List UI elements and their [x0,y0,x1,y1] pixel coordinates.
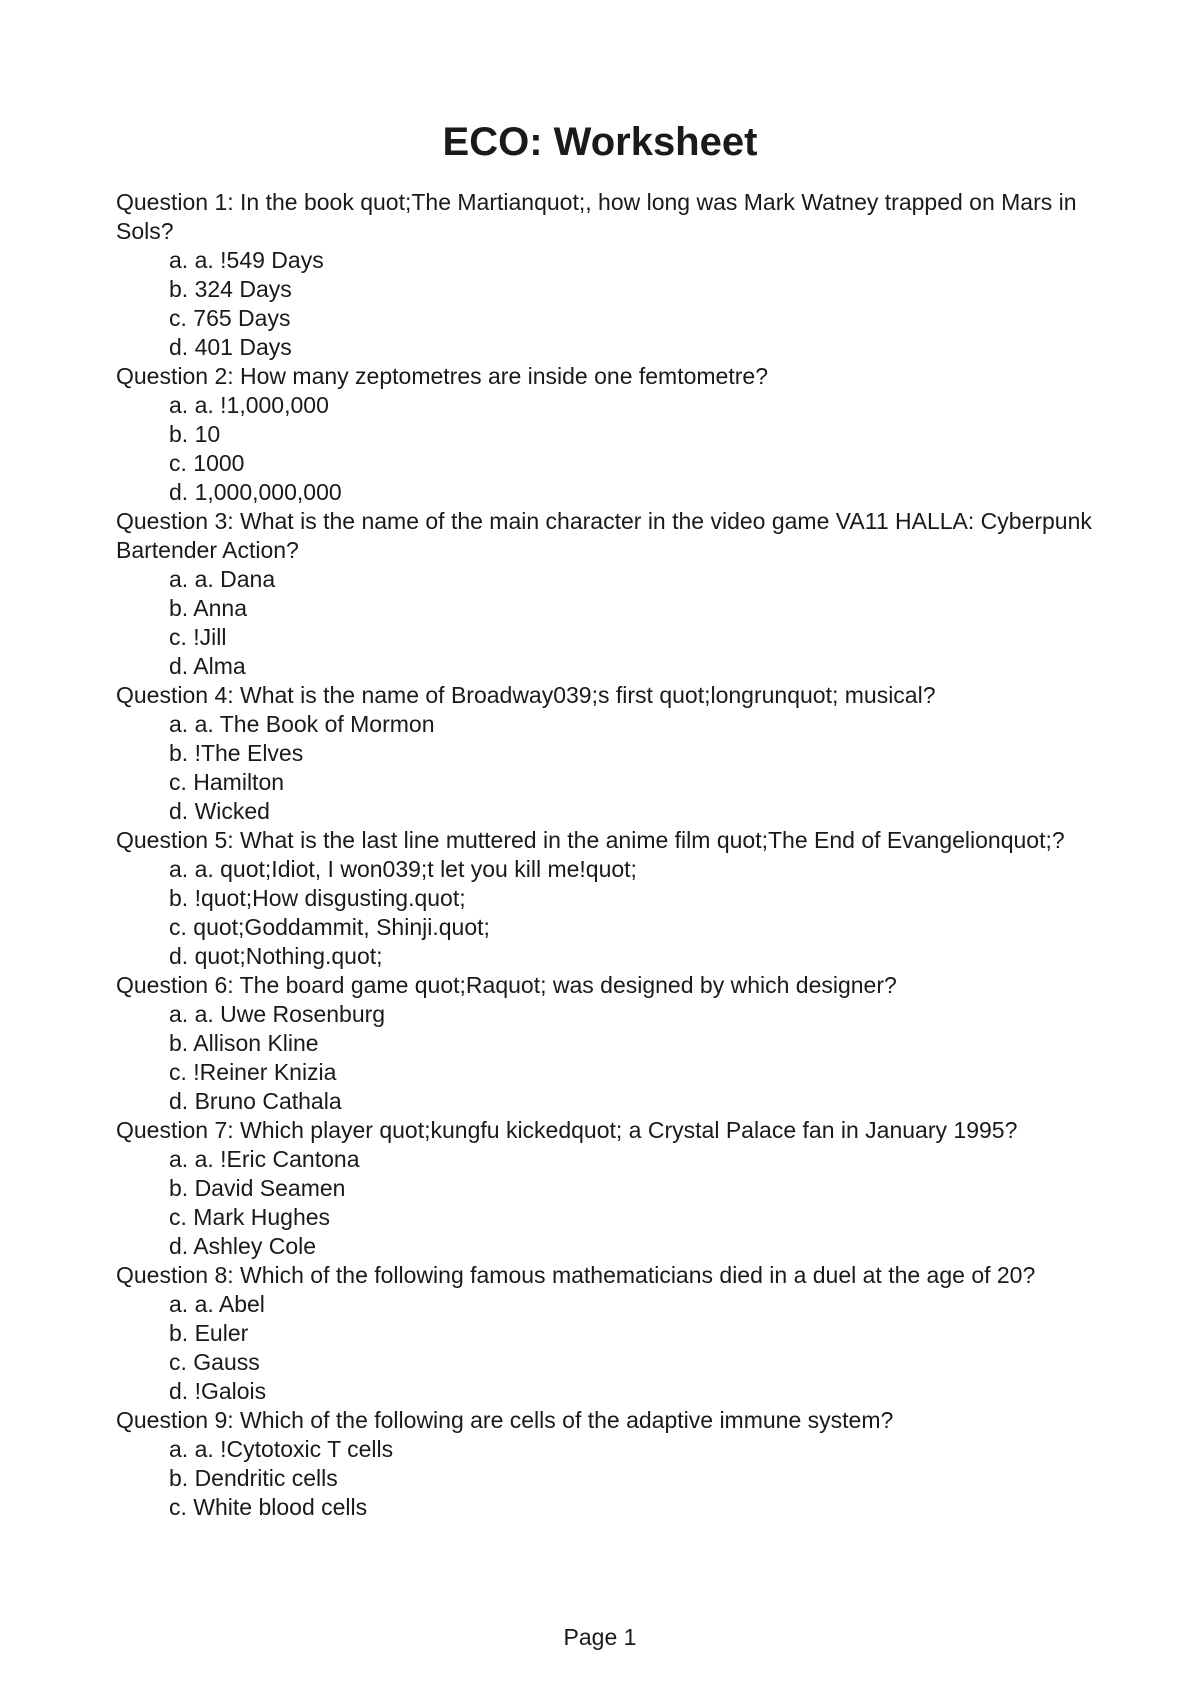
question-block [116,362,1096,507]
answer-option: d. Wicked [169,798,270,824]
answer-option: d. Bruno Cathala [169,1088,342,1114]
answer-options [116,710,1096,826]
answer-option: b. !quot;How disgusting.quot; [169,885,466,911]
answer-option: c. quot;Goddammit, Shinji.quot; [169,914,490,940]
answer-option: b. Dendritic cells [169,1465,338,1491]
answer-option: c. Gauss [169,1349,260,1375]
answer-option: b. 10 [169,421,221,447]
answer-option: d. 1,000,000,000 [169,479,342,505]
answer-option: a. a. !Cytotoxic T cells [169,1436,394,1462]
answer-option: b. Euler [169,1320,249,1346]
answer-option: c. Hamilton [169,769,285,795]
page-number: Page 1 [563,1624,637,1650]
question-block [116,188,1096,362]
answer-option: b. Anna [169,595,248,621]
question-block [116,681,1096,826]
answer-option: b. Allison Kline [169,1030,319,1056]
page-title: ECO: Worksheet [442,120,758,164]
answer-option: c. 765 Days [169,305,291,331]
answer-options [116,391,1096,507]
answer-options [116,1290,1096,1406]
answer-option: a. a. Abel [169,1291,265,1317]
question-text: Question 6: The board game quot;Raquot; was designed by which designer? [116,972,897,998]
answer-options [116,1000,1096,1116]
answer-option: b. !The Elves [169,740,304,766]
answer-option: a. a. !1,000,000 [169,392,329,418]
answer-option: d. Ashley Cole [169,1233,317,1259]
answer-option: d. Alma [169,653,246,679]
answer-option: a. a. Uwe Rosenburg [169,1001,386,1027]
question-text: Question 9: Which of the following are cells of the adaptive immune system? [116,1407,894,1433]
answer-option: c. Mark Hughes [169,1204,331,1230]
answer-option: c. 1000 [169,450,245,476]
answer-option: d. 401 Days [169,334,292,360]
answer-option: a. a. Dana [169,566,276,592]
question-text: Question 7: Which player quot;kungfu kickedquot; a Crystal Palace fan in January 1995? [116,1117,1018,1143]
question-block [116,826,1096,971]
question-block [116,1116,1096,1261]
answer-option: a. a. !549 Days [169,247,324,273]
question-list [116,188,1096,1522]
question-block [116,1406,1096,1522]
answer-option: a. a. The Book of Mormon [169,711,435,737]
answer-option: c. !Reiner Knizia [169,1059,337,1085]
answer-options [116,1145,1096,1261]
question-text: Question 1: In the book quot;The Martianquot;, how long was Mark Watney trapped on Mars in Sols? [116,189,1077,244]
answer-option: c. White blood cells [169,1494,368,1520]
question-block [116,507,1096,681]
answer-options [116,565,1096,681]
answer-options [116,1435,1096,1522]
question-block [116,971,1096,1116]
question-text: Question 4: What is the name of Broadway039;s first quot;longrunquot; musical? [116,682,936,708]
question-text: Question 3: What is the name of the main character in the video game VA11 HALLA: Cyberpunk Bartender Action? [116,508,1092,563]
question-block [116,1261,1096,1406]
answer-options [116,855,1096,971]
question-text: Question 2: How many zeptometres are inside one femtometre? [116,363,768,389]
answer-option: b. 324 Days [169,276,292,302]
answer-options [116,246,1096,362]
question-text: Question 5: What is the last line muttered in the anime film quot;The End of Evangelionquot;? [116,827,1065,853]
answer-option: d. !Galois [169,1378,267,1404]
answer-option: a. a. quot;Idiot, I won039;t let you kill me!quot; [169,856,637,882]
answer-option: c. !Jill [169,624,227,650]
question-text: Question 8: Which of the following famous mathematicians died in a duel at the age of 20? [116,1262,1036,1288]
answer-option: d. quot;Nothing.quot; [169,943,383,969]
answer-option: a. a. !Eric Cantona [169,1146,360,1172]
answer-option: b. David Seamen [169,1175,346,1201]
